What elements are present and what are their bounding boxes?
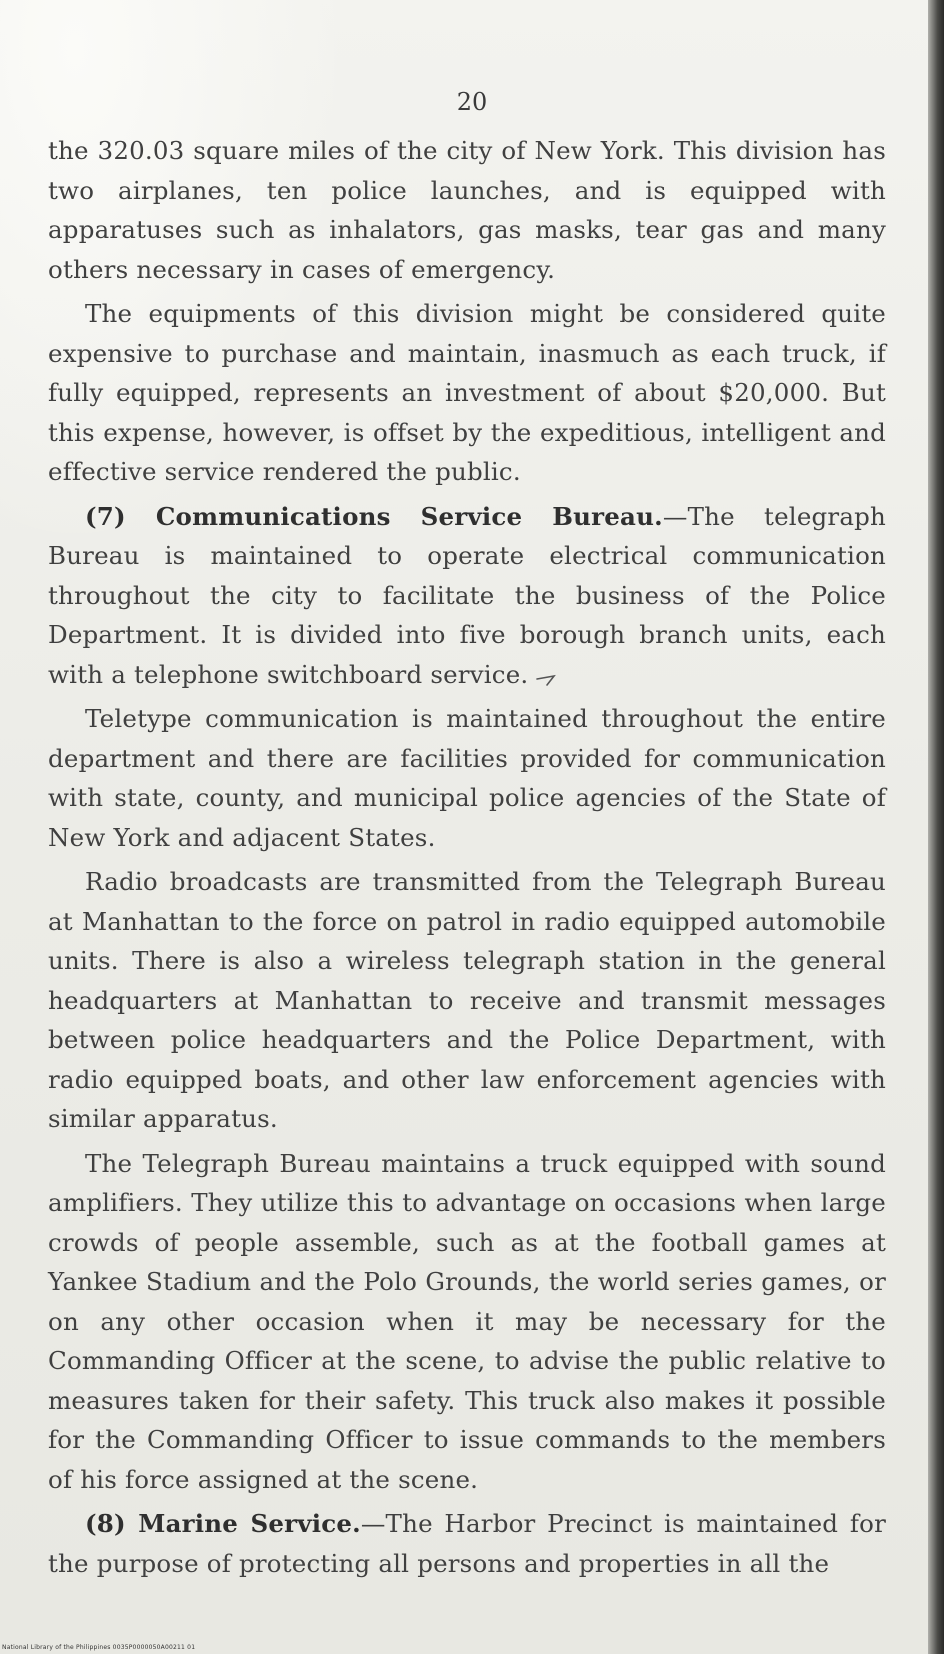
paragraph-3-communications bbox=[48, 497, 886, 695]
section-heading-communications: (7) Communications Service Bureau. bbox=[85, 501, 663, 531]
paragraph-2 bbox=[48, 294, 886, 492]
paragraph-7-text: —The Harbor Precinct is maintained for the purpose of protecting all persons and properties in all the bbox=[48, 1509, 886, 1578]
body-text bbox=[48, 131, 886, 1588]
paragraph-4-text: Teletype communication is maintained throughout the entire department and there are facilities provided for communication with state, county, and municipal police agencies of the State of New York and adjacent States. bbox=[48, 704, 886, 852]
section-heading-marine: (8) Marine Service. bbox=[85, 1509, 361, 1538]
paragraph-4 bbox=[48, 699, 886, 857]
page-number: 20 bbox=[456, 88, 488, 116]
paragraph-2-text: The equipments of this division might be considered quite expensive to purchase and maintain, inasmuch as each truck, if fully equipped, represents an investment of about $20,000. But this expense, however, is offset by the expeditious, intelligent and effective service rendered the public. bbox=[48, 299, 886, 486]
paragraph-5-text: Radio broadcasts are transmitted from the Telegraph Bureau at Manhattan to the force on patrol in radio equipped automobile units. There is also a wireless telegraph station in the general headquarters at Manhattan to receive and transmit messages between police headquarters and the Police Department, with radio equipped boats, and other law enforcement agencies with similar apparatus. bbox=[48, 867, 886, 1133]
page-edge-shadow bbox=[928, 0, 944, 1654]
paragraph-1 bbox=[48, 131, 886, 289]
pencil-check-mark bbox=[534, 665, 564, 687]
paragraph-6-text: The Telegraph Bureau maintains a truck equipped with sound amplifiers. They utilize this to advantage on occasions when large crowds of people assemble, such as at the football games at Yankee Stadium and the Polo Grounds, the world series games, or on any other occasion when it may be necessary for the Commanding Officer at the scene, to advise the public relative to measures taken for their safety. This truck also makes it possible for the Commanding Officer to issue commands to the members of his force assigned at the scene. bbox=[48, 1148, 886, 1494]
paragraph-6 bbox=[48, 1144, 886, 1500]
paragraph-7-marine bbox=[48, 1504, 886, 1583]
library-footer-stamp: National Library of the Philippines 0035P0000050A00211 01 bbox=[2, 1644, 196, 1651]
paragraph-3-text: —The telegraph Bureau is maintained to operate electrical communication throughout the city to facilitate the business of the Police Department. It is divided into five borough branch units, each with a telephone switchboard service. bbox=[48, 501, 886, 689]
paragraph-1-text: the 320.03 square miles of the city of New York. This division has two airplanes, ten police launches, and is equipped with apparatuses such as inhalators, gas masks, tear gas and many others necessary in cases of emergency. bbox=[48, 136, 886, 284]
paragraph-5 bbox=[48, 862, 886, 1139]
